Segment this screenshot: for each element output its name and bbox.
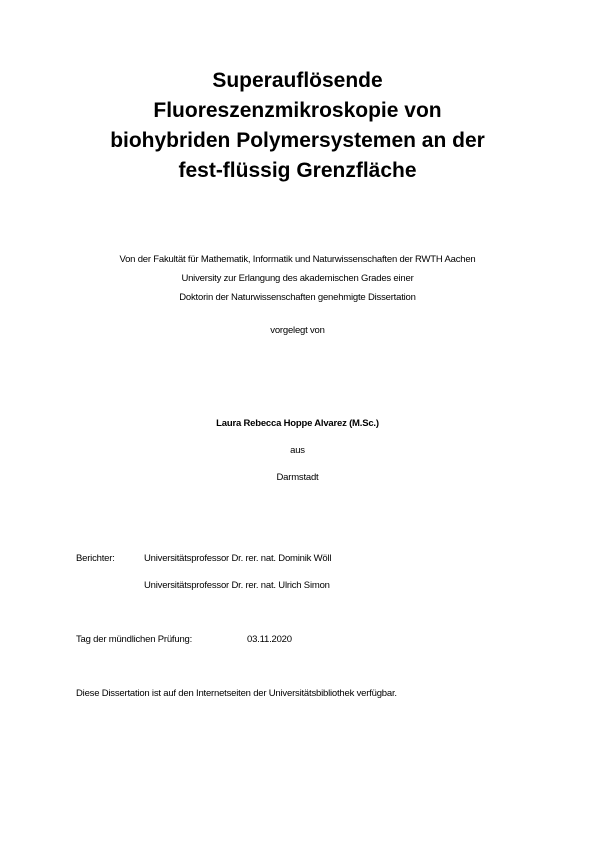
- hometown: Darmstadt: [276, 472, 319, 483]
- title-line-2: Fluoreszenzmikroskopie von: [153, 99, 442, 122]
- exam-date-label: Tag der mündlichen Prüfung:: [76, 634, 193, 645]
- availability-note: Diese Dissertation ist auf den Internetseiten der Universitätsbibliothek verfügbar.: [76, 688, 397, 699]
- reviewer-first: Universitätsprofessor Dr. rer. nat. Dominik Wöll: [144, 553, 332, 564]
- thesis-title: [0, 66, 595, 186]
- faculty-line-3: Doktorin der Naturwissenschaften genehmigte Dissertation: [179, 292, 416, 303]
- presented-by: vorgelegt von: [270, 325, 325, 336]
- faculty-statement: [0, 250, 595, 307]
- reviewer-second: Universitätsprofessor Dr. rer. nat. Ulrich Simon: [144, 580, 330, 591]
- reviewers-label: Berichter:: [76, 553, 115, 564]
- author-name: Laura Rebecca Hoppe Alvarez (M.Sc.): [216, 418, 379, 429]
- title-line-4: fest-flüssig Grenzfläche: [178, 159, 417, 182]
- title-line-3: biohybriden Polymersystemen an der: [110, 129, 485, 152]
- faculty-line-2: University zur Erlangung des akademischen Grades einer: [181, 273, 414, 284]
- exam-date: 03.11.2020: [247, 634, 292, 645]
- title-line-1: Superauflösende: [212, 69, 383, 92]
- faculty-line-1: Von der Fakultät für Mathematik, Informatik und Naturwissenschaften der RWTH Aachen: [119, 254, 476, 265]
- from-label: aus: [290, 445, 305, 456]
